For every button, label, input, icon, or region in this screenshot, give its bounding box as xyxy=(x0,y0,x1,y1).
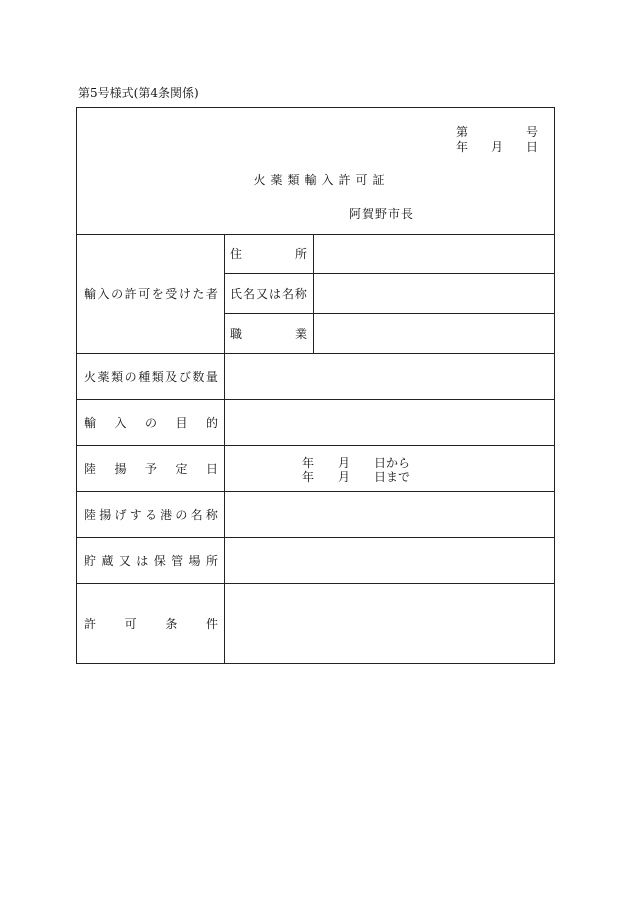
from-day: 日から xyxy=(374,456,411,470)
purpose-label xyxy=(77,400,225,445)
certificate-number-date xyxy=(456,125,538,155)
purpose-row xyxy=(77,400,554,446)
name-row xyxy=(225,274,554,314)
port-row xyxy=(77,492,554,538)
port-field[interactable] xyxy=(225,492,554,537)
form-title: 火薬類輸入許可証 xyxy=(253,173,390,187)
conditions-row xyxy=(77,584,554,663)
storage-row xyxy=(77,538,554,584)
address-label xyxy=(225,234,314,273)
day-label: 日 xyxy=(525,140,538,154)
occupation-row xyxy=(225,314,554,353)
kind-quantity-row xyxy=(77,354,554,400)
name-label-text: 氏 名 又 は 名 称 xyxy=(230,287,307,301)
occupation-label-text: 職 業 xyxy=(230,327,307,341)
permittee-label xyxy=(77,234,225,353)
landing-date-label xyxy=(77,446,225,491)
conditions-field[interactable] xyxy=(225,584,554,663)
address-label-text: 住 所 xyxy=(230,247,307,261)
to-day: 日まで xyxy=(374,470,411,484)
permittee-section xyxy=(77,234,554,354)
permit-form xyxy=(76,107,555,664)
landing-period xyxy=(302,456,414,484)
landing-date-row xyxy=(77,446,554,492)
name-field[interactable] xyxy=(314,274,554,313)
form-number-label: 第5号様式(第4条関係) xyxy=(78,86,199,100)
conditions-label-text: 許 可 条 件 xyxy=(84,617,218,631)
storage-label xyxy=(77,538,225,583)
storage-field[interactable] xyxy=(225,538,554,583)
address-field[interactable] xyxy=(314,234,554,273)
form-header xyxy=(77,108,554,235)
landing-date-label-text: 陸 揚 予 定 日 xyxy=(84,462,218,476)
number-prefix: 第 xyxy=(456,125,469,139)
occupation-field[interactable] xyxy=(314,314,554,353)
name-label xyxy=(225,274,314,313)
kind-quantity-field[interactable] xyxy=(225,354,554,399)
number-suffix: 号 xyxy=(525,125,538,139)
purpose-field[interactable] xyxy=(225,400,554,445)
port-label xyxy=(77,492,225,537)
from-month: 月 xyxy=(338,456,351,470)
from-year: 年 xyxy=(302,456,315,470)
to-month: 月 xyxy=(338,470,351,484)
conditions-label xyxy=(77,584,225,663)
month-label: 月 xyxy=(490,140,503,154)
to-year: 年 xyxy=(302,470,315,484)
port-label-text: 陸 揚 げ す る 港 の 名 称 xyxy=(84,508,218,522)
year-label: 年 xyxy=(456,140,469,154)
address-row xyxy=(225,234,554,274)
kind-quantity-label-text: 火 薬 類 の 種 類 及 び 数 量 xyxy=(84,370,218,384)
landing-date-field[interactable] xyxy=(225,446,554,491)
kind-quantity-label xyxy=(77,354,225,399)
issuer-name: 阿賀野市長 xyxy=(349,207,415,221)
storage-label-text: 貯 蔵 又 は 保 管 場 所 xyxy=(84,554,218,568)
occupation-label xyxy=(225,314,314,353)
purpose-label-text: 輸 入 の 目 的 xyxy=(84,416,218,430)
permittee-label-text: 輸 入 の 許 可 を 受 け た 者 xyxy=(84,287,218,301)
